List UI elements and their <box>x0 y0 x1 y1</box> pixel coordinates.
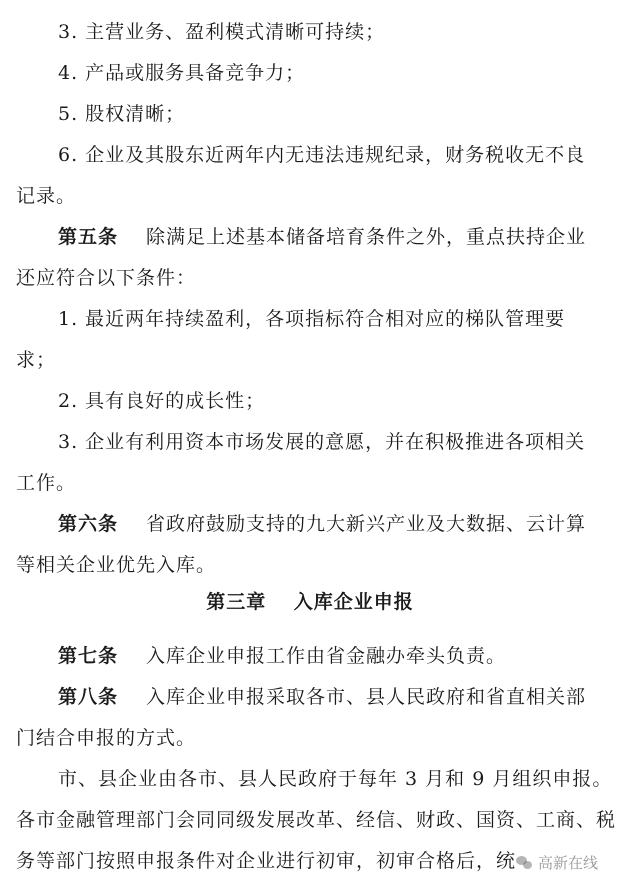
item-6-line-2: 记录。 <box>16 185 77 207</box>
article-5-line-2: 还应符合以下条件： <box>16 267 197 289</box>
paragraph-line-1: 市、县企业由各市、县人民政府于每年 3 月和 9 月组织申报。 <box>58 768 613 790</box>
article-7-line-1 <box>58 636 506 676</box>
article-5-item-1-line-1: 1. 最近两年持续盈利，各项指标符合相对应的梯队管理要 <box>58 308 566 330</box>
item-4: 4. 产品或服务具备竞争力； <box>58 62 306 84</box>
article-5-item-1-line-2: 求； <box>16 349 57 371</box>
article-8-label: 第八条 <box>58 686 119 708</box>
article-6-text: 省政府鼓励支持的九大新兴产业及大数据、云计算 <box>146 513 587 535</box>
article-5-item-3-line-2: 工作。 <box>16 472 77 494</box>
article-6-line-1 <box>58 504 586 544</box>
article-8-line-2: 门结合申报的方式。 <box>16 727 197 749</box>
article-5-item-2: 2. 具有良好的成长性； <box>58 390 266 412</box>
article-5-item-3-line-1: 3. 企业有利用资本市场发展的意愿，并在积极推进各项相关 <box>58 431 586 453</box>
watermark <box>516 852 598 873</box>
item-3: 3. 主营业务、盈利模式清晰可持续； <box>58 21 386 43</box>
chapter-3-heading: 第三章 入库企业申报 <box>206 591 414 613</box>
article-8-text: 入库企业申报采取各市、县人民政府和省直相关部 <box>146 686 587 708</box>
paragraph-line-2: 各市金融管理部门会同同级发展改革、经信、财政、国资、工商、税 <box>16 809 617 831</box>
article-8-line-1 <box>58 677 586 717</box>
article-5-line-1 <box>58 217 586 257</box>
article-6-label: 第六条 <box>58 513 119 535</box>
article-6-line-2: 等相关企业优先入库。 <box>16 554 217 576</box>
paragraph-line-3: 务等部门按照申报条件对企业进行初审，初审合格后，统 <box>16 850 517 872</box>
article-7-text: 入库企业申报工作由省金融办牵头负责。 <box>146 645 507 667</box>
article-5-text: 除满足上述基本储备培育条件之外，重点扶持企业 <box>146 226 587 248</box>
item-5: 5. 股权清晰； <box>58 103 186 125</box>
watermark-text: 高新在线 <box>537 854 598 872</box>
wechat-icon <box>516 855 534 871</box>
article-5-label: 第五条 <box>58 226 119 248</box>
article-7-label: 第七条 <box>58 645 119 667</box>
item-6-line-1: 6. 企业及其股东近两年内无违法违规纪录，财务税收无不良 <box>58 144 586 166</box>
